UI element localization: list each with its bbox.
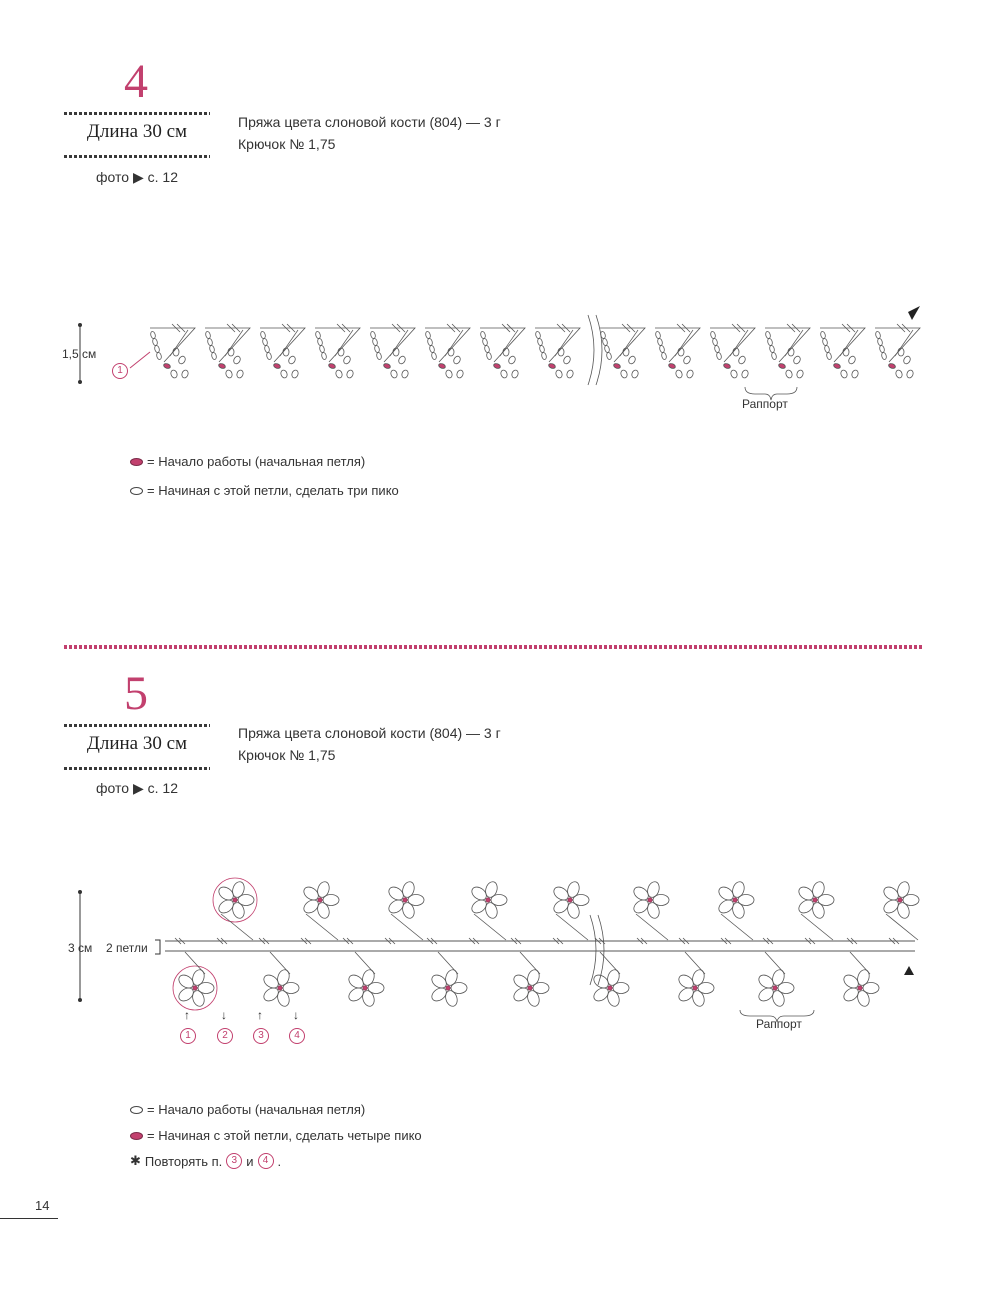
start-loop [218, 363, 226, 370]
chain-stitch [785, 369, 793, 379]
chain-stitch [372, 338, 378, 346]
chain-stitch [686, 369, 694, 379]
arrow-up-icon: ↑ [184, 1008, 190, 1022]
chain-stitch [851, 369, 859, 379]
chain-stem [850, 952, 870, 974]
chain-stitch [156, 352, 162, 360]
repeat-note-and: и [246, 1153, 254, 1169]
chain-stitch [655, 331, 661, 339]
section-4-number: 4 [124, 55, 148, 108]
start-loop [833, 363, 841, 370]
chain-stitch [539, 345, 545, 353]
arrow-down-icon: ↓ [221, 1008, 227, 1022]
start-loop [438, 363, 446, 370]
chain-stitch [822, 338, 828, 346]
flower-center [733, 898, 737, 902]
section-5-yarn: Пряжа цвета слоновой кости (804) — 3 г [238, 725, 501, 741]
start-loop [163, 363, 171, 370]
chain-stitch [225, 369, 233, 379]
chain-stitch [659, 345, 665, 353]
row-number-circle: 2 [217, 1028, 233, 1044]
flower-center [486, 898, 490, 902]
chain-stitch [445, 369, 453, 379]
start-arrow [130, 352, 150, 368]
section-4-crochet-diagram [0, 300, 997, 430]
section-5-repeat-label: Раппорт [756, 1017, 802, 1031]
chain-stitch [342, 355, 351, 365]
section-4-legend-item-2 [130, 483, 399, 498]
section-5-crochet-diagram [0, 870, 997, 1060]
section-4-materials [238, 111, 501, 155]
flower-center [608, 986, 612, 990]
chain-stitch [207, 338, 213, 346]
break-mark [588, 315, 594, 385]
chain-stitch [875, 331, 881, 339]
chain-stem [520, 952, 540, 974]
height-bar-end [78, 323, 82, 327]
photo-prefix: фото [96, 169, 130, 185]
height-bar-end [78, 380, 82, 384]
chain-stitch [154, 345, 160, 353]
chain-stitch [606, 352, 612, 360]
chain-stitch [902, 355, 911, 365]
chain-stitch [792, 355, 801, 365]
row-number-circle: 1 [112, 363, 128, 379]
chain-stitch [730, 369, 738, 379]
chain-stitch [262, 338, 268, 346]
section-5-length: Длина 30 см [86, 733, 188, 754]
play-triangle-icon: ▶ [132, 780, 144, 796]
section-5-legend-item-2 [130, 1128, 422, 1143]
flower-center [403, 898, 407, 902]
section-5-top-divider [64, 724, 210, 727]
chain-stitch [374, 345, 380, 353]
chain-stitch [150, 331, 156, 339]
chain-stitch [482, 338, 488, 346]
chain-stitch [627, 355, 636, 365]
chain-stitch [264, 345, 270, 353]
chain-stitch [826, 352, 832, 360]
chain-stitch [847, 355, 856, 365]
section-4-photo-ref [64, 169, 210, 186]
section-5-materials [238, 722, 501, 766]
chain-stitch [881, 352, 887, 360]
page-number: 14 [35, 1198, 50, 1213]
photo-prefix: фото [96, 780, 130, 796]
chain-stitch [335, 369, 343, 379]
chain-stitch [535, 331, 541, 339]
filled-oval-icon [130, 458, 143, 466]
filled-oval-icon [130, 1132, 143, 1140]
row-number-circle: 1 [180, 1028, 196, 1044]
chain-stitch [152, 338, 158, 346]
flower-center [568, 898, 572, 902]
photo-page: с. 12 [147, 780, 178, 796]
asterisk-icon: ✱ [130, 1153, 141, 1168]
section-5-number: 5 [124, 667, 148, 720]
row-number-circle: 3 [226, 1153, 242, 1169]
chain-stitch [602, 338, 608, 346]
chain-stitch [425, 331, 431, 339]
chain-stitch [317, 338, 323, 346]
chain-stitch [906, 369, 914, 379]
flower-center [693, 986, 697, 990]
chain-stitch [484, 345, 490, 353]
play-triangle-icon: ▶ [132, 169, 144, 185]
chain-stem [355, 952, 375, 974]
section-5-row-markers [180, 1008, 320, 1048]
legend-text: = Начиная с этой петли, сделать четыре пико [147, 1128, 422, 1143]
section-5-chain-label: 2 петли [106, 941, 148, 955]
chain-stitch [236, 369, 244, 379]
chain-stitch [767, 338, 773, 346]
row-number-circle: 4 [289, 1028, 305, 1044]
chain-stitch [682, 355, 691, 365]
chain-stitch [260, 331, 266, 339]
flower-center [233, 898, 237, 902]
section-4-hook: Крючок № 1,75 [238, 136, 336, 152]
flower-center [446, 986, 450, 990]
chain-stitch [232, 355, 241, 365]
chain-stitch [315, 331, 321, 339]
chain-stitch [266, 352, 272, 360]
chain-stitch [820, 331, 826, 339]
repeat-note-text: Повторять п. [144, 1153, 223, 1169]
chain-stitch [211, 352, 217, 360]
section-4-length: Длина 30 см [86, 121, 188, 142]
chain-stitch [452, 355, 461, 365]
start-loop [888, 363, 896, 370]
chain-stitch [765, 331, 771, 339]
chain-stitch [771, 352, 777, 360]
chain-stem [270, 952, 290, 974]
section-5-repeat-note [130, 1153, 281, 1169]
chain-stitch [620, 369, 628, 379]
section-5-height-label: 3 см [68, 941, 93, 955]
start-loop [328, 363, 336, 370]
photo-page: с. 12 [147, 169, 178, 185]
chain-stitch [877, 338, 883, 346]
start-loop [493, 363, 501, 370]
chain-stem [765, 952, 785, 974]
section-5-photo-ref [64, 780, 210, 797]
chain-stitch [319, 345, 325, 353]
flower-center [193, 986, 197, 990]
section-5-hook: Крючок № 1,75 [238, 747, 336, 763]
chain-stitch [631, 369, 639, 379]
chain-stitch [716, 352, 722, 360]
start-loop [778, 363, 786, 370]
chain-stitch [657, 338, 663, 346]
break-mark [598, 915, 604, 985]
chain-stitch [205, 331, 211, 339]
flower-center [363, 986, 367, 990]
flower-center [648, 898, 652, 902]
chain-stem [438, 952, 458, 974]
chain-stitch [456, 369, 464, 379]
chain-stitch [769, 345, 775, 353]
end-triangle-icon [904, 966, 914, 975]
chain-stitch [541, 352, 547, 360]
chain-stitch [507, 355, 516, 365]
page-number-rule [0, 1218, 58, 1219]
chain-stitch [397, 355, 406, 365]
section-4-top-divider [64, 112, 210, 115]
start-loop [613, 363, 621, 370]
chain-stitch [480, 331, 486, 339]
chain-stitch [401, 369, 409, 379]
chain-stitch [710, 331, 716, 339]
chain-stitch [562, 355, 571, 365]
chain-stitch [895, 369, 903, 379]
chain-stitch [661, 352, 667, 360]
chain-stitch [177, 355, 186, 365]
chain-stitch [486, 352, 492, 360]
chain-stitch [741, 369, 749, 379]
chain-stitch [879, 345, 885, 353]
chain-stitch [291, 369, 299, 379]
chain-stitch [209, 345, 215, 353]
section-4-row-marker [112, 360, 128, 379]
chain-stitch [500, 369, 508, 379]
row-number-circle: 4 [258, 1153, 274, 1169]
section-4-repeat-label: Раппорт [742, 397, 788, 411]
section-4-bottom-divider [64, 155, 210, 158]
chain-stem [185, 952, 205, 974]
chain-stitch [431, 352, 437, 360]
start-loop [668, 363, 676, 370]
section-4-legend-item-1 [130, 454, 365, 469]
legend-text: = Начиная с этой петли, сделать три пико [147, 483, 399, 498]
chain-stitch [714, 345, 720, 353]
chain-stitch [287, 355, 296, 365]
start-loop [548, 363, 556, 370]
chain-stitch [712, 338, 718, 346]
repeat-note-suffix: . [277, 1153, 282, 1169]
chain-stitch [604, 345, 610, 353]
chain-stitch [321, 352, 327, 360]
open-oval-icon [130, 487, 143, 495]
chain-stitch [675, 369, 683, 379]
chain-stitch [566, 369, 574, 379]
flower-center [278, 986, 282, 990]
flower-center [318, 898, 322, 902]
legend-text: = Начало работы (начальная петля) [147, 454, 366, 469]
start-loop [723, 363, 731, 370]
chain-bracket [155, 940, 160, 954]
chain-stitch [824, 345, 830, 353]
arrow-up-icon: ↑ [257, 1008, 263, 1022]
start-loop [383, 363, 391, 370]
flower-center [528, 986, 532, 990]
chain-stitch [537, 338, 543, 346]
chain-stitch [376, 352, 382, 360]
arrow-down-icon: ↓ [293, 1008, 299, 1022]
legend-text: = Начало работы (начальная петля) [147, 1102, 366, 1117]
chain-stitch [181, 369, 189, 379]
break-mark [590, 915, 596, 985]
flower-center [858, 986, 862, 990]
row-number-circle: 3 [253, 1028, 269, 1044]
flower-center [898, 898, 902, 902]
chain-stitch [427, 338, 433, 346]
end-triangle-icon [908, 306, 920, 320]
flower-center [813, 898, 817, 902]
chain-stitch [796, 369, 804, 379]
chain-stem [685, 952, 705, 974]
chain-stitch [346, 369, 354, 379]
section-4-height-label: 1,5 см [62, 347, 97, 361]
chain-stitch [429, 345, 435, 353]
chain-stitch [840, 369, 848, 379]
section-4-yarn: Пряжа цвета слоновой кости (804) — 3 г [238, 114, 501, 130]
height-bar-end [78, 890, 82, 894]
chain-stitch [170, 369, 178, 379]
chain-stitch [370, 331, 376, 339]
open-oval-icon [130, 1106, 143, 1114]
chain-stitch [280, 369, 288, 379]
section-5-bottom-divider [64, 767, 210, 770]
chain-stitch [737, 355, 746, 365]
section-5-legend-item-1 [130, 1102, 365, 1117]
start-loop [273, 363, 281, 370]
height-bar-end [78, 998, 82, 1002]
chain-stitch [511, 369, 519, 379]
chain-stitch [555, 369, 563, 379]
chain-stitch [390, 369, 398, 379]
break-mark [596, 315, 602, 385]
flower-center [773, 986, 777, 990]
section-separator [64, 645, 924, 649]
